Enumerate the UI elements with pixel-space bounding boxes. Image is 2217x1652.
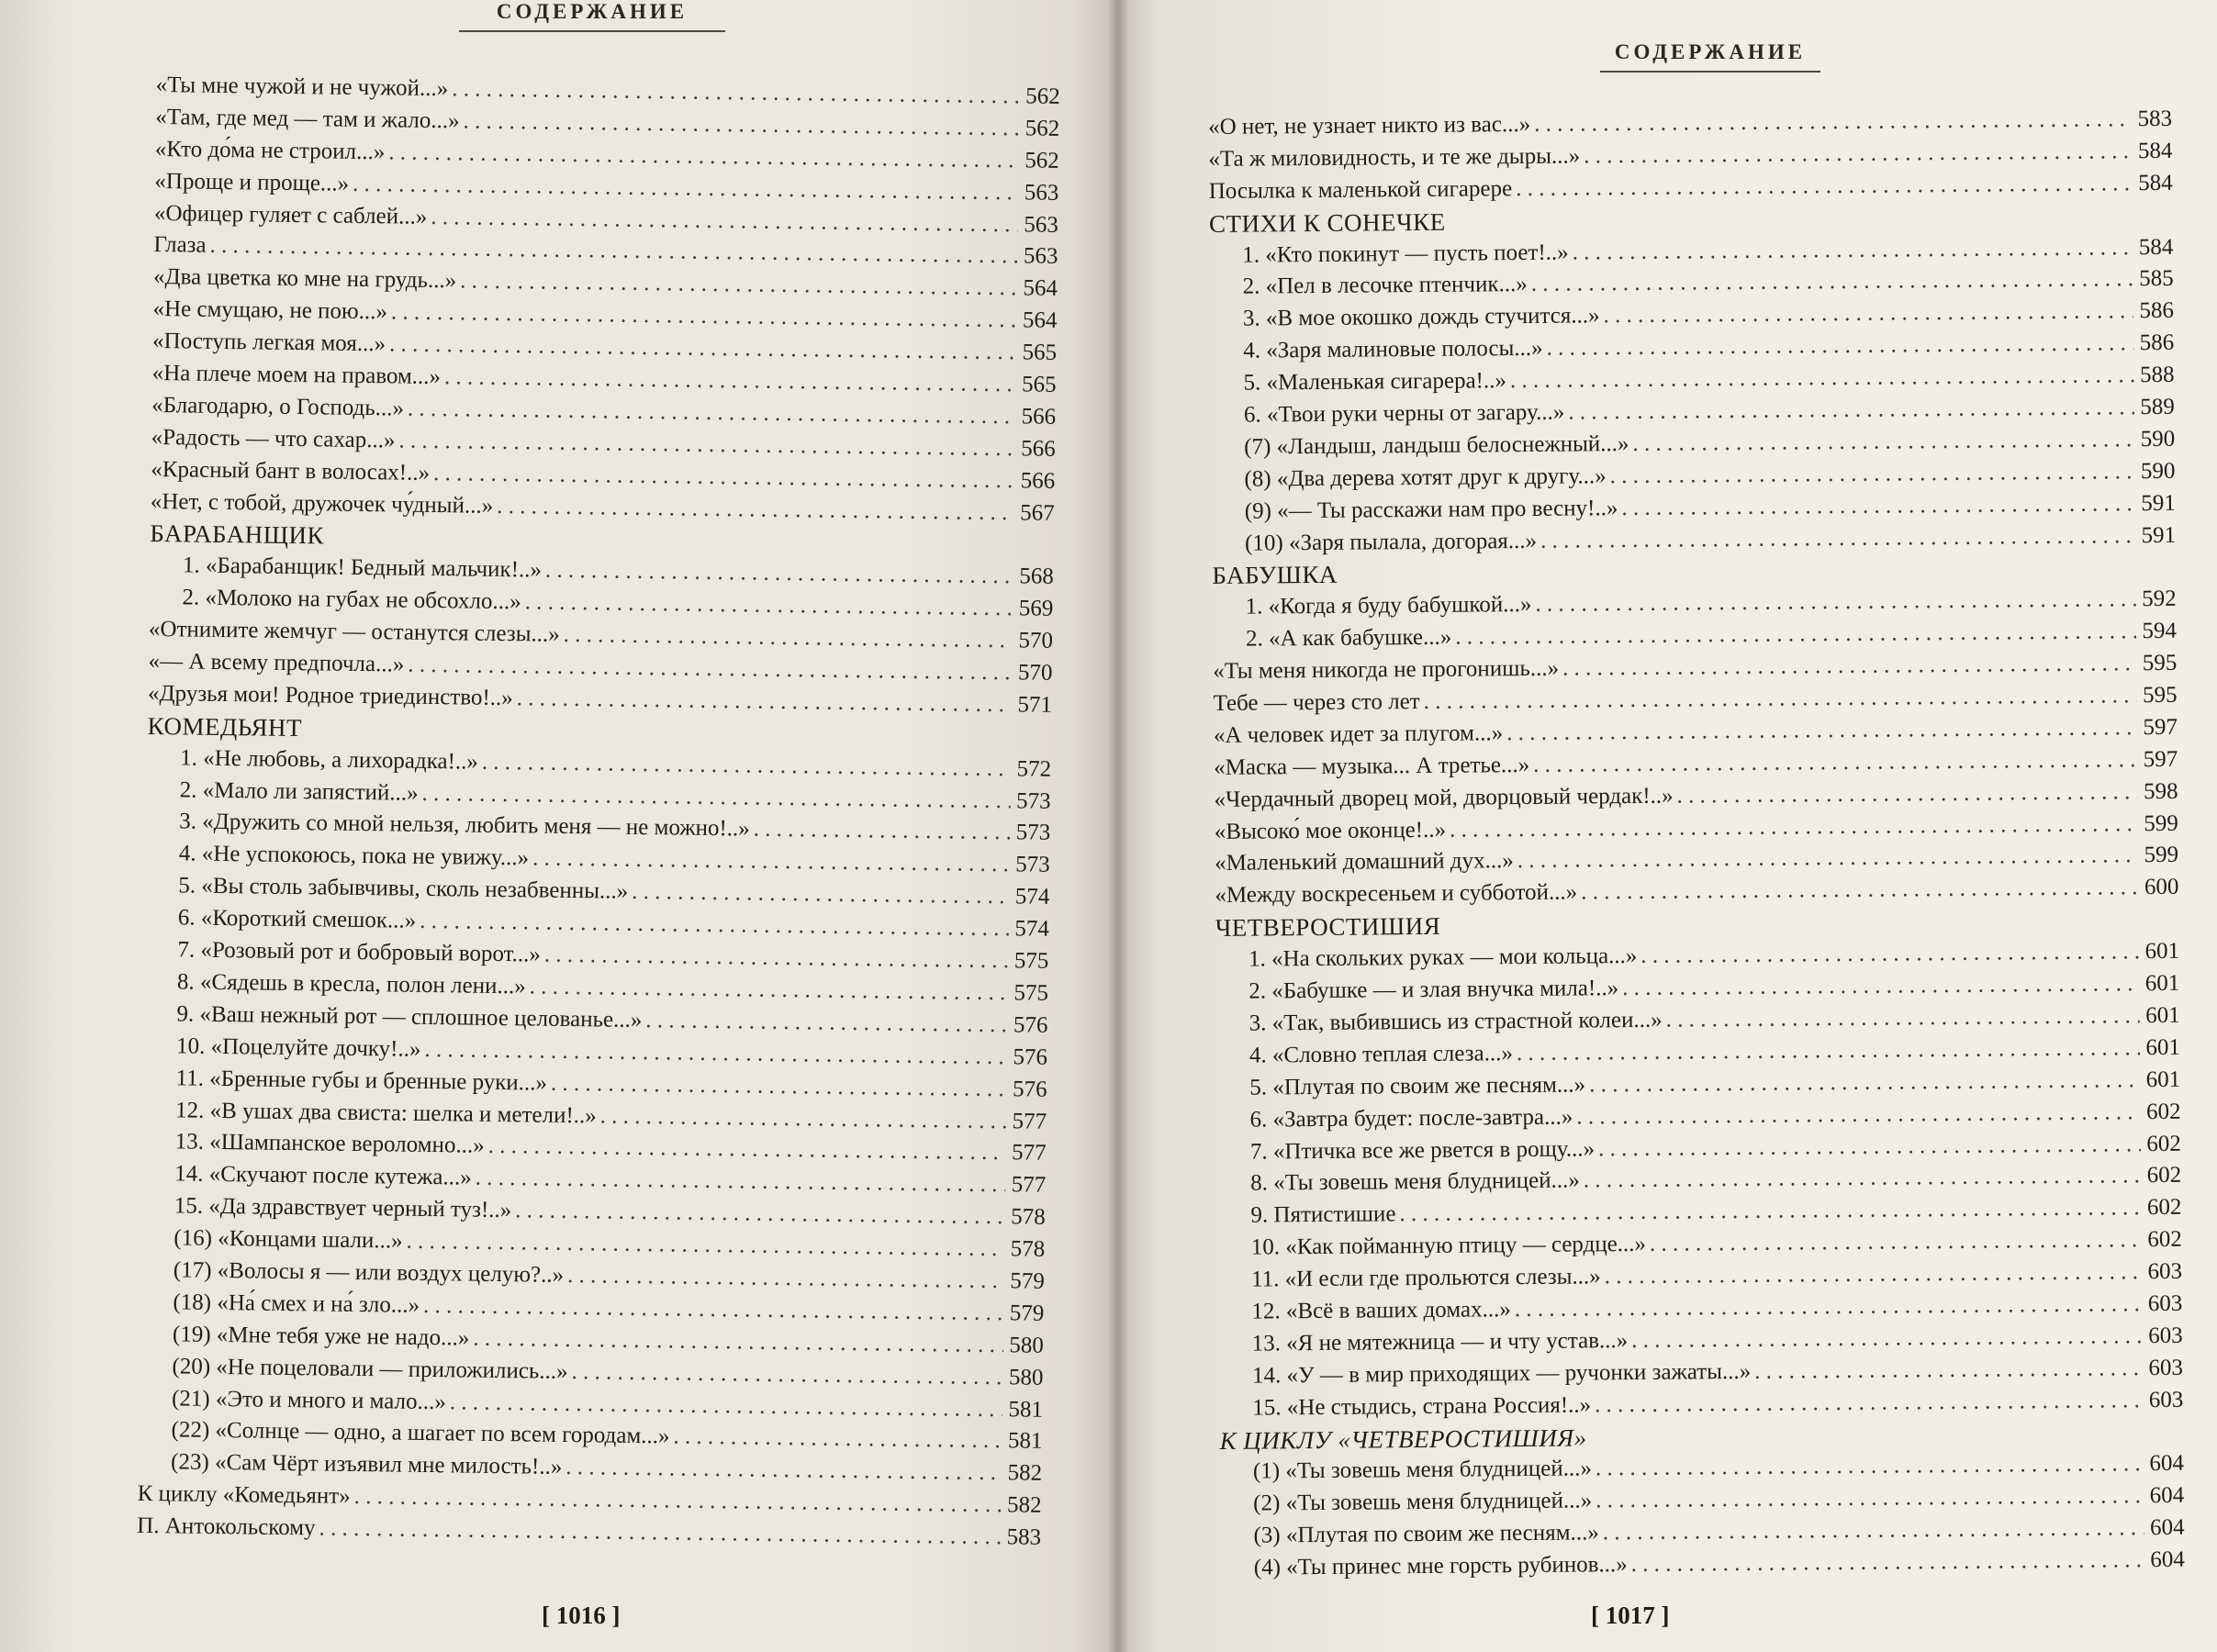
toc-entry-title: 11. «Бренные губы и бренные руки...»	[175, 1065, 548, 1096]
toc-dot-leader	[1605, 1256, 2143, 1293]
toc-entry-page: 590	[2140, 426, 2176, 452]
toc-entry-page: 595	[2142, 682, 2178, 709]
toc-entry-title: (7) «Ландыш, ландыш белоснежный...»	[1244, 430, 1629, 460]
toc-entry-title: «Между воскресеньем и субботой...»	[1215, 879, 1578, 909]
toc-entry-title: 8. «Сядешь в кресла, полон лени...»	[176, 969, 526, 999]
toc-entry-title: «О нет, не узнает никто из вас...»	[1208, 111, 1531, 140]
toc-dot-leader	[517, 683, 1013, 721]
toc-entry-page: 602	[2146, 1163, 2182, 1189]
toc-dot-leader	[1534, 104, 2132, 141]
toc-dot-leader	[1516, 168, 2133, 206]
toc-entry-title: К циклу «Комедьянт»	[137, 1481, 351, 1510]
toc-entry-page: 563	[1024, 180, 1059, 206]
toc-entry-page: 567	[1020, 499, 1055, 526]
toc-entry-title: Посылка к маленькой сигарере	[1208, 175, 1513, 204]
toc-entry-page: 598	[2143, 778, 2178, 804]
toc-entry-title: (20) «Не поцеловали — приложились...»	[172, 1353, 568, 1384]
toc-dot-leader	[1610, 456, 2135, 493]
toc-entry-title: «Поступь легкая моя...»	[151, 329, 386, 357]
toc-entry-title: БАБУШКА	[1212, 561, 1338, 590]
toc-dot-leader	[1531, 264, 2133, 302]
toc-entry-title: 12. «В ушах два свиста: шелка и метели!..»	[174, 1097, 597, 1128]
toc-entry-title: (17) «Волосы я — или воздух целую?..»	[173, 1257, 565, 1288]
toc-entry-title: 10. «Поцелуйте дочку!..»	[175, 1033, 421, 1062]
toc-entry-title: «Друзья мои! Родное триединство!..»	[147, 680, 513, 711]
toc-dot-leader	[1596, 1449, 2144, 1486]
toc-entry-page: 602	[2145, 1099, 2181, 1124]
toc-entry-title: 1. «Не любовь, а лихорадка!..»	[180, 745, 479, 775]
toc-entry-page: 602	[2146, 1195, 2182, 1221]
right-toc-list	[1208, 104, 2185, 1585]
toc-entry-title: (19) «Мне тебя уже не надо...»	[172, 1322, 470, 1351]
header-rule	[459, 30, 725, 32]
toc-entry-title: 1. «На скольких руках — мои кольца...»	[1248, 943, 1638, 972]
toc-entry-title: 14. «У — в мир приходящих — ручонки зажаты...»	[1251, 1358, 1752, 1389]
toc-entry-title: 4. «Не успокоюсь, пока не увижу...»	[178, 841, 530, 871]
toc-entry-page: 575	[1013, 948, 1049, 974]
toc-entry-title: 7. «Птичка все же рвется в рощу...»	[1249, 1135, 1596, 1165]
toc-entry-page: 563	[1024, 211, 1059, 238]
toc-entry-title: 1. «Барабанщик! Бедный мальчик!..»	[182, 553, 543, 583]
toc-entry-title: (3) «Плутая по своим же песням...»	[1253, 1520, 1599, 1548]
toc-entry-title: «Два цветка ко мне на грудь...»	[152, 264, 457, 294]
toc-dot-leader	[1603, 1512, 2144, 1549]
toc-entry-title: 6. «Короткий смешок...»	[177, 905, 417, 933]
toc-entry-title: 10. «Как пойманную птицу — сердце...»	[1250, 1232, 1647, 1260]
toc-dot-leader	[1584, 136, 2133, 173]
toc-dot-leader	[1598, 1129, 2141, 1166]
toc-entry-page: 601	[2144, 938, 2180, 965]
toc-entry-title: «Красный бант в волосах!..»	[151, 456, 431, 486]
toc-entry-title: 3. «Дружить со мной нельзя, любить меня — не можно!..»	[179, 809, 750, 843]
toc-entry-title: БАРАБАНЩИК	[150, 519, 325, 550]
toc-entry-page: 579	[1010, 1268, 1045, 1294]
toc-entry-page: 601	[2145, 1034, 2181, 1060]
toc-dot-leader	[1665, 1000, 2139, 1036]
toc-entry-page: 568	[1019, 564, 1055, 590]
toc-dot-leader	[1595, 1385, 2144, 1422]
toc-dot-leader	[1546, 328, 2133, 364]
toc-entry-title: 11. «И если где прольются слезы...»	[1250, 1264, 1601, 1292]
toc-entry-page: 582	[1006, 1492, 1042, 1518]
toc-entry-title: 14. «Скучают после кутежа...»	[174, 1161, 472, 1190]
toc-dot-leader	[1650, 1224, 2142, 1261]
toc-entry-page: 581	[1008, 1396, 1044, 1423]
toc-entry-title: «Высоко́ мое оконце!..»	[1214, 817, 1447, 844]
toc-entry-title: «Та ж миловидность, и те же дыры...»	[1208, 143, 1581, 172]
toc-entry-title: «А человек идет за плугом...»	[1213, 720, 1504, 748]
toc-dot-leader	[673, 1422, 1002, 1458]
left-header-text: СОДЕРЖАНИЕ	[496, 0, 689, 23]
toc-dot-leader	[497, 490, 1014, 529]
toc-entry-page: 580	[1009, 1333, 1045, 1358]
toc-entry-title: 4. «Заря малиновые полосы...»	[1243, 336, 1543, 363]
toc-entry-title: 2. «Молоко на губах не обсохло...»	[182, 585, 521, 615]
toc-dot-leader	[1676, 776, 2137, 812]
toc-entry-title: П. Антокольскому	[137, 1512, 316, 1541]
toc-entry-title: 2. «А как бабушке...»	[1245, 624, 1452, 652]
toc-entry-title: 7. «Розовый рот и бобровый ворот...»	[177, 937, 542, 967]
toc-entry-page: 577	[1011, 1140, 1047, 1166]
toc-entry-title: (9) «— Ты расскажи нам про весну!..»	[1244, 495, 1618, 524]
toc-entry-title: (18) «На́ смех и на́ зло...»	[173, 1289, 420, 1318]
toc-entry-page: 602	[2147, 1226, 2182, 1253]
toc-entry-page: 589	[2140, 394, 2175, 420]
toc-entry-page: 577	[1011, 1172, 1047, 1199]
toc-entry-title: «Ты мне чужой и не чужой...»	[155, 72, 449, 102]
toc-entry-page: 592	[2142, 586, 2177, 612]
left-toc-list	[137, 70, 1060, 1555]
toc-entry-title: (22) «Солнце — одно, а шагает по всем городам...»	[171, 1417, 670, 1449]
toc-entry-page: 563	[1023, 243, 1058, 270]
right-page-number: [ 1017 ]	[1591, 1602, 1670, 1629]
toc-entry-page: 599	[2144, 843, 2179, 868]
toc-entry-page: 562	[1025, 84, 1060, 109]
toc-entry-page: 601	[2145, 1002, 2180, 1029]
toc-entry-page: 604	[2149, 1483, 2185, 1509]
toc-entry-title: (4) «Ты принес мне горсть рубинов...»	[1253, 1552, 1628, 1580]
toc-dot-leader	[1568, 392, 2134, 429]
toc-entry-page: 576	[1013, 1044, 1048, 1070]
toc-entry-title: 13. «Я не мятежница — и чту устав...»	[1251, 1327, 1629, 1356]
toc-dot-leader	[1576, 1097, 2141, 1133]
toc-entry-page: 603	[2147, 1258, 2183, 1285]
toc-entry-page: 597	[2143, 746, 2178, 772]
toc-entry-page: 584	[2138, 234, 2174, 260]
toc-entry-title: 2. «Бабушке — и злая внучка мила!..»	[1248, 976, 1619, 1004]
toc-dot-leader	[1517, 841, 2139, 878]
toc-dot-leader	[1640, 936, 2139, 973]
toc-entry-page: 586	[2139, 330, 2175, 356]
toc-dot-leader	[645, 1005, 1008, 1042]
toc-entry-title: 15. «Не стыдись, страна Россия!..»	[1252, 1392, 1592, 1421]
toc-entry-page: 573	[1015, 852, 1050, 878]
toc-entry-page: 577	[1012, 1108, 1047, 1134]
toc-dot-leader	[1622, 968, 2139, 1005]
toc-dot-leader	[1535, 585, 2136, 622]
toc-dot-leader	[632, 876, 1010, 913]
toc-entry-page: 576	[1013, 1012, 1048, 1038]
toc-entry-page: 564	[1022, 307, 1058, 334]
toc-entry-title: 6. «Завтра будет: после-завтра...»	[1249, 1104, 1573, 1133]
toc-entry-title: 6. «Твои руки черны от загару...»	[1243, 399, 1565, 428]
toc-entry-page: 562	[1025, 116, 1060, 141]
left-page-number: [ 1016 ]	[542, 1602, 621, 1629]
toc-dot-leader	[1562, 648, 2137, 685]
toc-dot-leader	[1596, 1480, 2144, 1517]
toc-entry-title: Тебе — через сто лет	[1213, 689, 1420, 717]
toc-entry-page: 578	[1010, 1236, 1046, 1262]
toc-dot-leader	[1573, 232, 2133, 269]
toc-entry-title: 9. Пятистишие	[1250, 1201, 1396, 1228]
toc-entry-title: «Нет, с тобой, дружочек чу́дный...»	[150, 488, 494, 519]
toc-dot-leader	[600, 1100, 1007, 1138]
toc-entry-page: 599	[2144, 810, 2178, 836]
toc-entry-page: 603	[2148, 1387, 2184, 1412]
toc-entry-title: «Не смущаю, не пою...»	[152, 296, 388, 325]
toc-entry-title: 2. «Мало ли запястий...»	[179, 776, 419, 806]
toc-entry-title: «— А всему предпочла...»	[148, 648, 405, 677]
toc-dot-leader	[1631, 1321, 2143, 1357]
toc-entry-title: «Отнимите жемчуг — останутся слезы...»	[148, 617, 560, 647]
toc-dot-leader	[1540, 520, 2135, 558]
toc-entry-page: 588	[2139, 362, 2175, 388]
toc-entry-title: (21) «Это и много и мало...»	[171, 1385, 446, 1414]
toc-entry-page: 590	[2140, 458, 2176, 484]
toc-entry-page: 581	[1007, 1428, 1043, 1455]
toc-entry-title: КОМЕДЬЯНТ	[147, 711, 303, 742]
toc-entry-title: (8) «Два дерева хотят друг к другу...»	[1244, 463, 1607, 492]
toc-entry-title: 4. «Словно теплая слеза...»	[1248, 1040, 1514, 1068]
right-page-header	[1559, 40, 1862, 73]
toc-entry-page: 573	[1015, 820, 1051, 846]
toc-entry-title: «На плече моем на правом...»	[151, 360, 442, 390]
toc-entry-title: «Маленький домашний дух...»	[1215, 848, 1514, 876]
toc-entry-page: 591	[2141, 490, 2176, 516]
toc-entry-page: 566	[1020, 468, 1056, 494]
toc-entry-page: 585	[2139, 266, 2174, 292]
toc-entry-title: 1. «Кто покинут — пусть поет!..»	[1242, 240, 1569, 268]
toc-entry-page: 603	[2148, 1323, 2183, 1348]
toc-entry-page: 579	[1009, 1300, 1045, 1326]
right-header-text: СОДЕРЖАНИЕ	[1614, 40, 1807, 63]
toc-entry-page: 601	[2145, 1066, 2181, 1092]
book-gutter-shadow	[1107, 0, 1129, 1652]
toc-entry-title: СТИХИ К СОНЕЧКЕ	[1208, 207, 1446, 238]
toc-entry-title: (1) «Ты зовешь меня блудницей...»	[1252, 1456, 1593, 1485]
toc-entry-title: 1. «Когда я буду бабушкой...»	[1245, 592, 1532, 620]
toc-dot-leader	[1506, 712, 2137, 750]
toc-entry-page: 595	[2142, 650, 2178, 676]
toc-entry-title: ЧЕТВЕРОСТИШИЯ	[1215, 912, 1441, 943]
toc-entry-page: 574	[1014, 916, 1050, 942]
toc-dot-leader	[1603, 296, 2133, 333]
toc-entry-page: 582	[1007, 1460, 1043, 1487]
toc-entry-page: 583	[1006, 1524, 1042, 1550]
toc-dot-leader	[754, 814, 1011, 850]
toc-entry-page: 576	[1012, 1076, 1047, 1102]
toc-dot-leader	[1632, 424, 2134, 461]
toc-dot-leader	[1581, 873, 2138, 910]
toc-entry-page: 574	[1014, 884, 1050, 910]
toc-entry-page: 565	[1022, 340, 1058, 365]
toc-entry-title: «Радость — что сахар...»	[151, 424, 396, 453]
toc-entry-page: 566	[1021, 436, 1056, 462]
toc-entry-page: 594	[2142, 619, 2178, 644]
toc-dot-leader	[1621, 488, 2135, 525]
toc-entry-page: 580	[1008, 1364, 1044, 1390]
toc-entry-title: «Благодарю, о Господь...»	[151, 392, 405, 421]
toc-entry-title: 5. «Плутая по своим же песням...»	[1249, 1072, 1586, 1100]
toc-entry-title: (16) «Концами шали...»	[174, 1225, 403, 1254]
toc-dot-leader	[1510, 360, 2134, 397]
toc-entry-title: 12. «Всё в ваших домах...»	[1251, 1297, 1511, 1324]
toc-entry-page: 571	[1017, 692, 1053, 718]
toc-entry-page: 597	[2143, 714, 2178, 741]
toc-entry-page: 573	[1015, 787, 1051, 814]
toc-entry-title: «Ты меня никогда не прогонишь...»	[1213, 655, 1560, 685]
toc-entry-page: 578	[1011, 1204, 1046, 1230]
toc-dot-leader	[1589, 1065, 2140, 1101]
toc-entry-page: 601	[2144, 970, 2180, 997]
toc-entry-title: «Проще и проще...»	[154, 168, 350, 196]
toc-entry-title: (23) «Сам Чёрт изъявил мне милость!..»	[170, 1449, 563, 1480]
left-page-header	[441, 0, 744, 32]
toc-entry-page: 570	[1017, 660, 1053, 686]
toc-entry-page: 572	[1016, 756, 1052, 782]
toc-entry-page: 564	[1023, 275, 1058, 302]
toc-entry-page: 584	[2137, 138, 2173, 164]
toc-entry-title: Глаза	[153, 232, 207, 259]
toc-entry-page: 586	[2139, 298, 2175, 324]
toc-entry-page: 570	[1018, 628, 1054, 653]
toc-entry-title: 8. «Ты зовешь меня блудницей...»	[1250, 1167, 1580, 1197]
toc-dot-leader	[1517, 1032, 2140, 1070]
toc-entry-page: 591	[2141, 522, 2177, 548]
toc-entry-title: «Там, где мед — там и жало...»	[155, 104, 460, 134]
header-rule	[1600, 71, 1820, 73]
toc-entry-title: «Офицер гуляет с саблей...»	[153, 200, 428, 229]
toc-entry-page: 604	[2149, 1514, 2185, 1541]
toc-entry-title: К ЦИКЛУ «ЧЕТВЕРОСТИШИЯ»	[1219, 1423, 1587, 1455]
toc-entry-title: «Маска — музыка... А третье...»	[1214, 752, 1530, 780]
toc-entry-title: 9. «Ваш нежный рот — сплошное целованье...»	[176, 1001, 643, 1032]
toc-entry-page: 603	[2147, 1290, 2183, 1317]
toc-dot-leader	[1533, 744, 2137, 782]
toc-entry-title: 13. «Шампанское вероломно...»	[174, 1129, 485, 1159]
toc-entry-title: 5. «Вы столь забывчивы, сколь незабвенны...»	[178, 873, 629, 905]
toc-dot-leader	[1515, 1289, 2143, 1326]
toc-entry-page: 603	[2148, 1355, 2184, 1380]
toc-dot-leader	[1631, 1545, 2144, 1581]
toc-entry-title: 5. «Маленькая сигарера!..»	[1243, 368, 1507, 396]
right-page	[1118, 0, 2217, 1652]
toc-entry-page: 604	[2149, 1451, 2185, 1477]
toc-entry-title: (2) «Ты зовешь меня блудницей...»	[1253, 1488, 1593, 1516]
toc-entry-title: «Чердачный дворец мой, дворцовый чердак!..»	[1214, 783, 1674, 812]
toc-entry-page: 602	[2146, 1131, 2181, 1156]
toc-entry-title: (10) «Заря пылала, догорая...»	[1244, 528, 1538, 556]
toc-entry-page: 575	[1013, 980, 1049, 1006]
toc-entry-page: 604	[2150, 1546, 2185, 1573]
toc-entry-page: 600	[2144, 875, 2179, 900]
toc-entry-page: 583	[2137, 106, 2173, 132]
toc-entry-page: 562	[1025, 148, 1059, 173]
toc-entry-page: 565	[1021, 372, 1057, 397]
toc-entry-page: 569	[1018, 596, 1054, 622]
toc-entry-page: 566	[1021, 404, 1057, 430]
toc-dot-leader	[1754, 1353, 2143, 1389]
toc-entry-title: 15. «Да здравствует черный туз!..»	[174, 1193, 512, 1223]
toc-entry-title: 2. «Пел в лесочке птенчик...»	[1242, 272, 1528, 300]
toc-entry-title: «Кто до́ма не строил...»	[154, 136, 386, 165]
toc-entry-title: 3. «Так, выбившись из страстной колеи...»	[1248, 1007, 1663, 1036]
toc-dot-leader	[1584, 1161, 2142, 1198]
toc-entry-title: 3. «В мое окошко дождь стучится...»	[1242, 303, 1600, 332]
toc-entry-page: 584	[2138, 170, 2173, 195]
